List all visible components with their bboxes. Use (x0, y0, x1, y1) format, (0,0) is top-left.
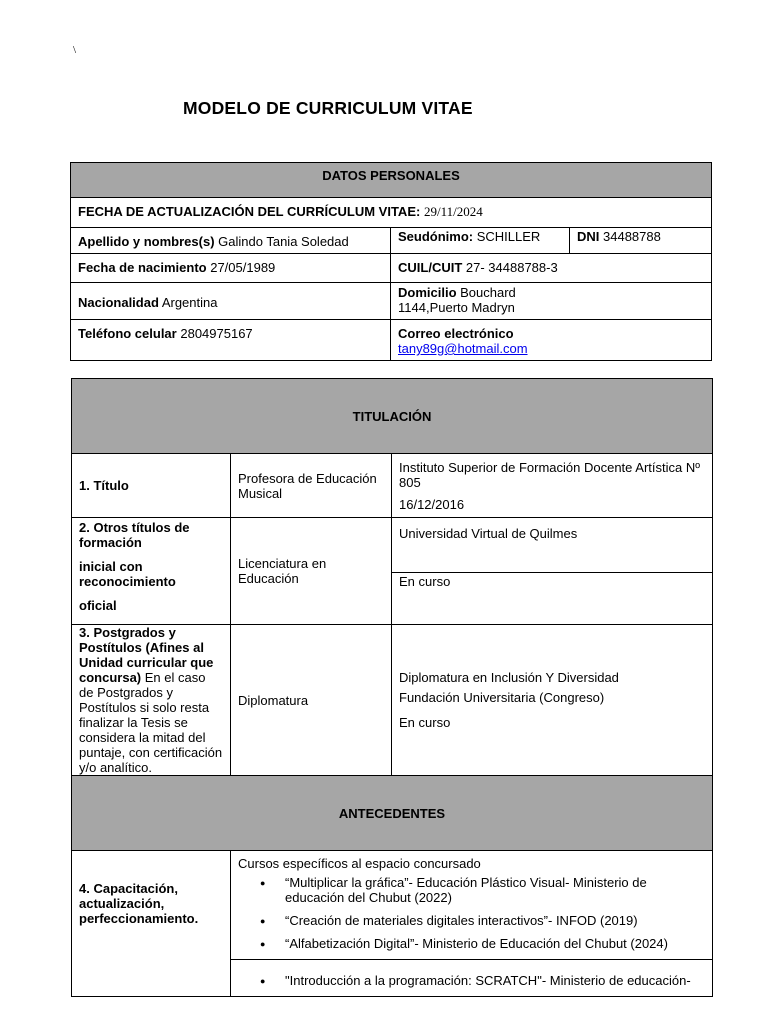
antecedentes-header: ANTECEDENTES (72, 776, 713, 851)
personal-data-table (70, 162, 712, 361)
name-label: Apellido y nombres(s) (78, 234, 215, 249)
title-date: 16/12/2016 (399, 497, 465, 512)
training-label: 4. Capacitación, actualización, perfeccionamiento. (72, 851, 231, 997)
birth-cell (71, 254, 391, 283)
update-date-label: FECHA DE ACTUALIZACIÓN DEL CURRÍCULUM VITAE: (78, 204, 421, 219)
document-title: MODELO DE CURRICULUM VITAE (183, 98, 473, 118)
address-label: Domicilio (398, 285, 457, 300)
titulacion-header: TITULACIÓN (72, 379, 713, 454)
training-intro: Cursos específicos al espacio concursado (238, 856, 481, 871)
update-date-cell (71, 198, 712, 228)
postgrad-note: En el caso de Postgrados y Postítulos si solo resta finalizar la Tesis se considera la mitad del puntaje, con certificación y/o analítico. (79, 670, 223, 775)
training-course-item: ● “Creación de materiales digitales interactivos”- INFOD (2019) (260, 913, 705, 928)
personal-data-header: DATOS PERSONALES (71, 163, 712, 198)
other-titles-label: 2. Otros títulos de formación (79, 520, 190, 550)
title-degree: Profesora de Educación Musical (231, 454, 392, 518)
postgrad-label: 3. Postgrados y Postítulos (Afines al Unidad curricular que concursa) (79, 625, 214, 685)
dni-cell (570, 228, 712, 254)
title-label: 1. Título (72, 454, 231, 518)
postgrad-name: Diplomatura en Inclusión Y Diversidad (399, 670, 619, 685)
dni-label: DNI (577, 229, 600, 244)
postgrad-institution: Fundación Universitaria (Congreso) (399, 690, 605, 705)
training-course-item: ● "Introducción a la programación: SCRATCH"- Ministerio de educación- (260, 973, 705, 988)
dni-value: 34488788 (603, 229, 661, 244)
other-titles-label-cell (72, 518, 231, 625)
email-label: Correo electrónico (398, 326, 514, 341)
corner-mark: \ (73, 44, 77, 56)
nationality-label: Nacionalidad (78, 294, 159, 310)
name-cell (71, 228, 391, 254)
cuil-value: 27- 34488788-3 (465, 260, 558, 275)
training-courses-cell (231, 851, 713, 960)
postgrad-status: En curso (399, 715, 451, 730)
training-course-item: ● “Alfabetización Digital”- Ministerio de Educación del Chubut (2024) (260, 936, 705, 951)
address-value: Bouchard (460, 285, 516, 300)
phone-label: Teléfono celular (78, 326, 177, 341)
phone-cell (71, 320, 391, 361)
pseudonym-value: SCHILLER (476, 229, 541, 244)
birth-value: 27/05/1989 (210, 260, 276, 275)
address-value-line2: 1144,Puerto Madryn (398, 300, 515, 315)
training-course-list (238, 875, 705, 951)
nationality-cell (71, 283, 391, 320)
title-institution-cell (392, 454, 713, 518)
pseudonym-label: Seudónimo: (398, 229, 474, 244)
training-next-list (238, 973, 705, 988)
other-titles-degree: Licenciatura en Educación (231, 518, 392, 625)
update-date-value: 29/11/2024 (423, 204, 483, 219)
other-titles-status: En curso (392, 573, 713, 625)
nationality-value: Argentina (161, 294, 218, 310)
pseudonym-cell (391, 228, 570, 254)
cuil-cell (391, 254, 712, 283)
phone-value: 2804975167 (180, 326, 253, 341)
training-next-cell (231, 960, 713, 997)
other-titles-label-2: inicial con reconocimiento (79, 559, 176, 589)
title-institution: Instituto Superior de Formación Docente Artística Nº 805 (399, 460, 700, 490)
postgrad-label-cell (72, 625, 231, 776)
email-link[interactable]: tany89g@hotmail.com (398, 341, 528, 356)
name-value: Galindo Tania Soledad (218, 234, 349, 249)
other-titles-label-3: oficial (79, 598, 117, 613)
cuil-label: CUIL/CUIT (398, 260, 463, 275)
training-course-item: ● “Multiplicar la gráfica”- Educación Plástico Visual- Ministerio de educación del Chubut (2022) (260, 875, 705, 905)
postgrad-details-cell (392, 625, 713, 776)
other-titles-institution: Universidad Virtual de Quilmes (392, 518, 713, 573)
birth-label: Fecha de nacimiento (78, 260, 207, 275)
address-cell (391, 283, 712, 320)
education-table (71, 378, 713, 997)
email-cell (391, 320, 712, 361)
postgrad-degree: Diplomatura (231, 625, 392, 776)
